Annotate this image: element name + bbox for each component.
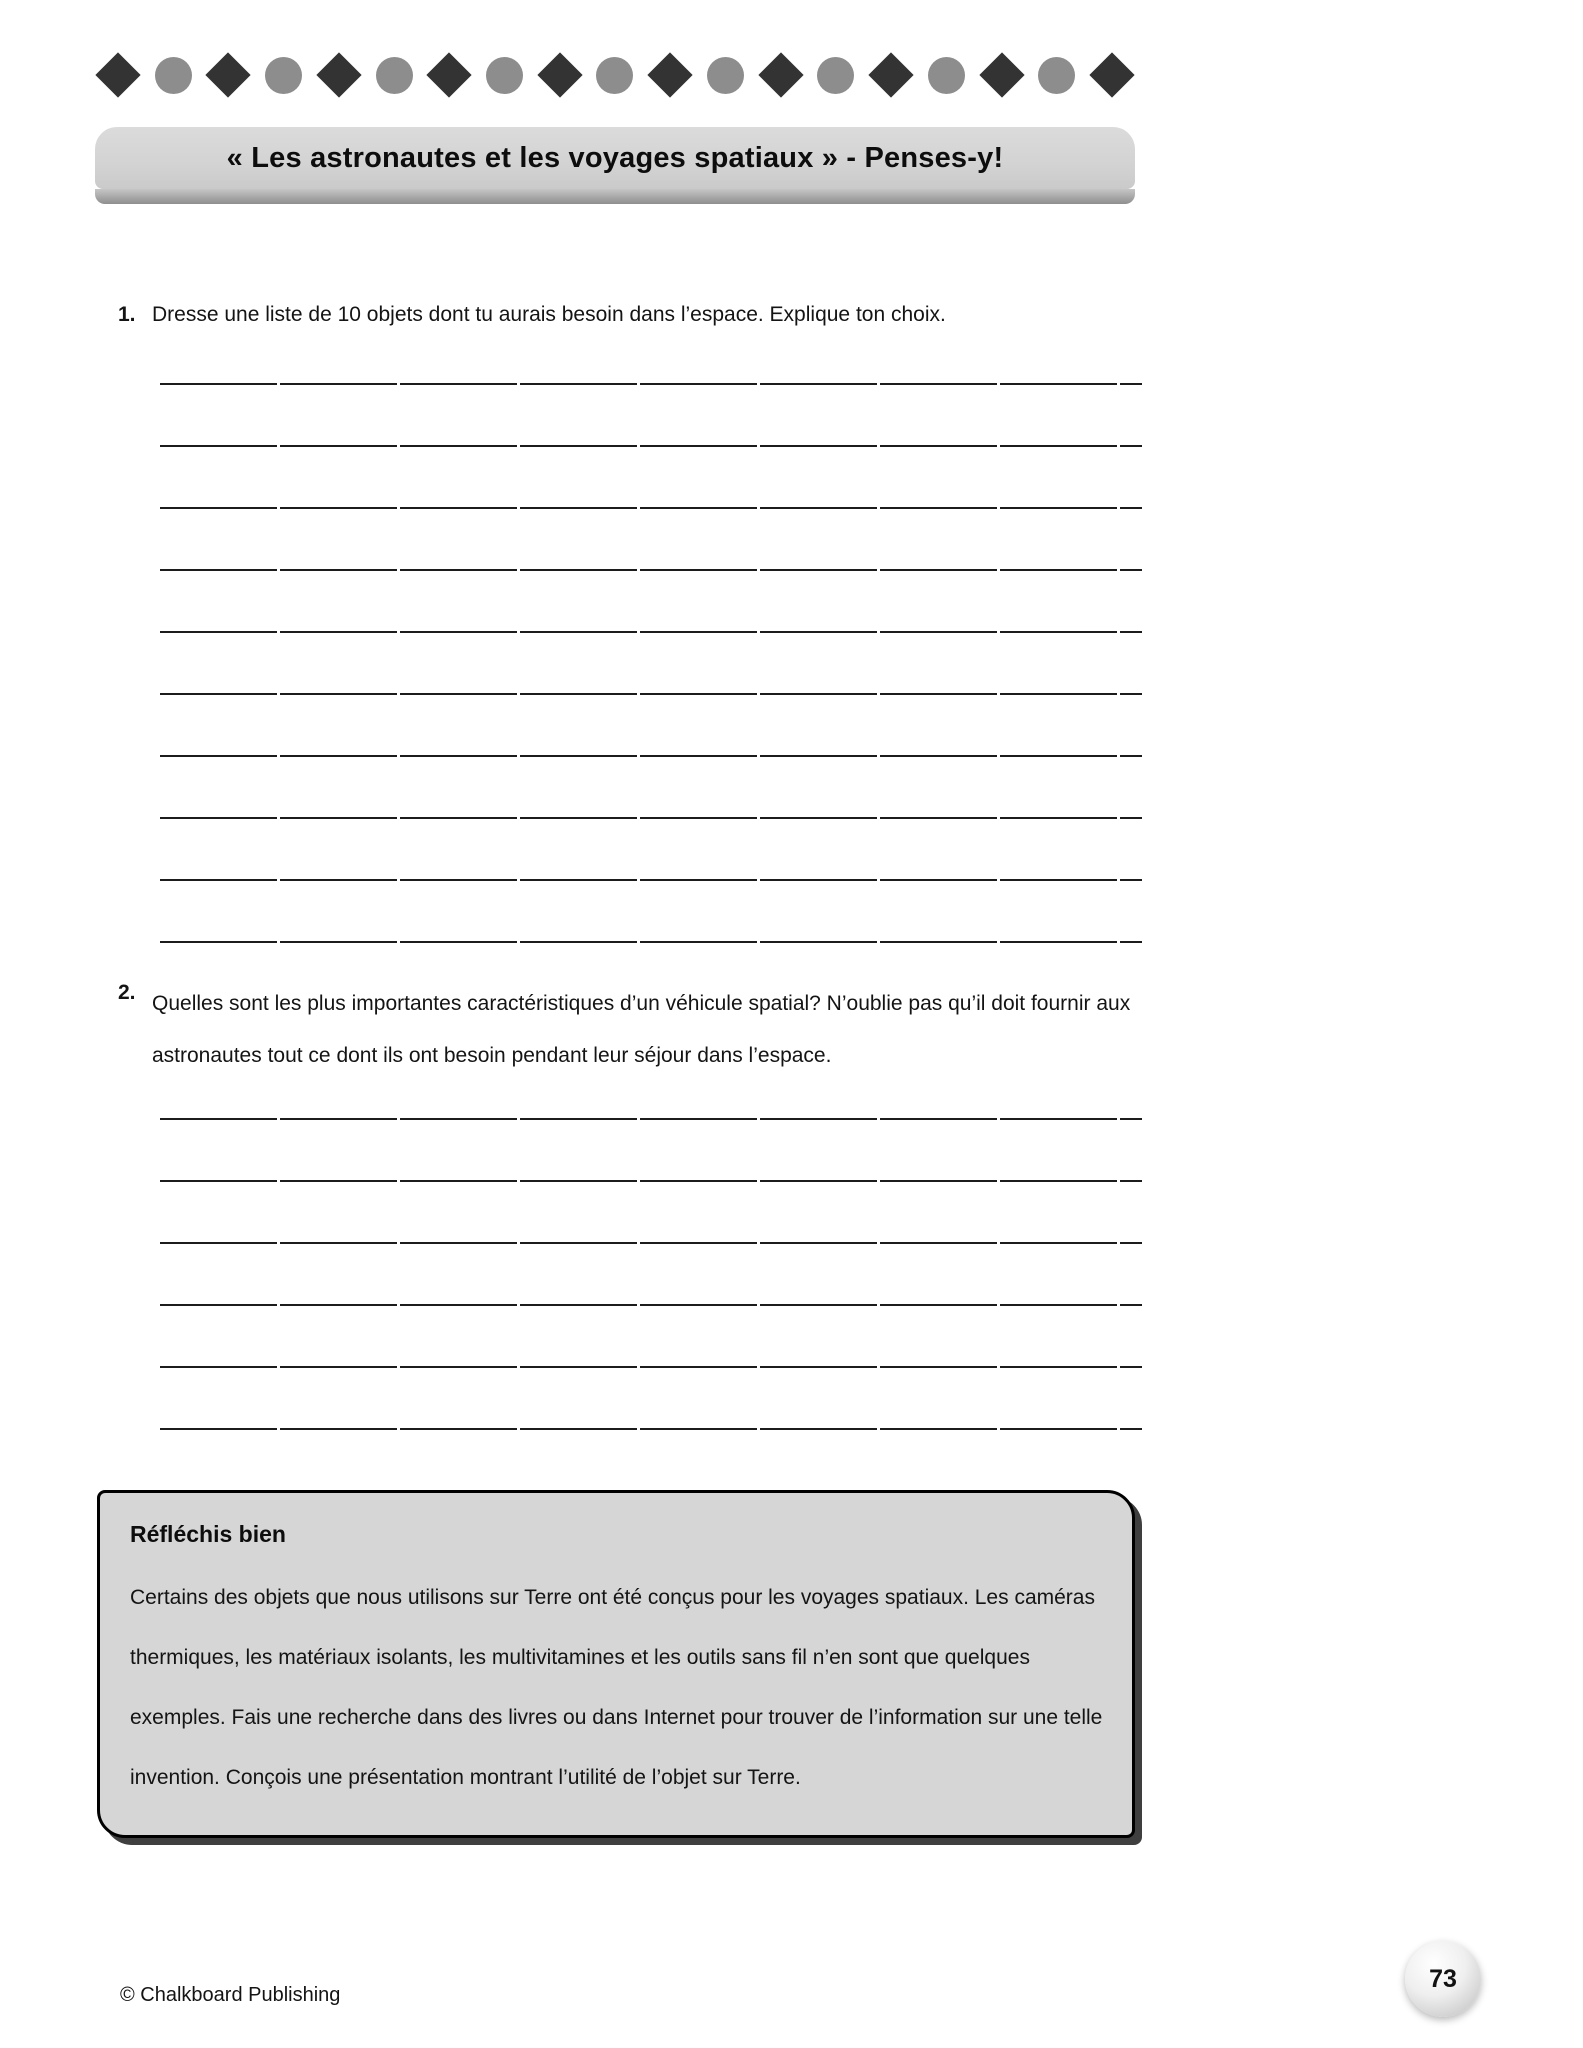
question-1 bbox=[118, 300, 1158, 330]
diamond-icon bbox=[537, 52, 583, 98]
circle-icon bbox=[928, 52, 965, 98]
diamond-icon bbox=[426, 52, 472, 98]
text-line: invention. Conçois une présentation montrant l’utilité de l’objet sur Terre. bbox=[130, 1766, 801, 1789]
text-line: Quelles sont les plus importantes caractéristiques d’un véhicule spatial? N’oublie pas qu’il doit fournir aux bbox=[152, 992, 1131, 1015]
page-number-badge bbox=[1405, 1941, 1481, 2017]
question-2 bbox=[118, 978, 1158, 1082]
diamond-icon bbox=[868, 52, 914, 98]
writing-line bbox=[160, 569, 1142, 571]
question-1-number: 1. bbox=[118, 303, 136, 326]
writing-line bbox=[160, 1242, 1142, 1244]
diamond-icon bbox=[95, 52, 141, 98]
writing-line bbox=[160, 693, 1142, 695]
circle-icon bbox=[707, 52, 744, 98]
writing-line bbox=[160, 1118, 1142, 1120]
writing-line bbox=[160, 1180, 1142, 1182]
text-line: exemples. Fais une recherche dans des livres ou dans Internet pour trouver de l’information sur une telle bbox=[130, 1706, 1103, 1729]
writing-line bbox=[160, 817, 1142, 819]
writing-line bbox=[160, 383, 1142, 385]
writing-line bbox=[160, 1304, 1142, 1306]
writing-line bbox=[160, 941, 1142, 943]
answer-lines-question-1 bbox=[160, 383, 1142, 943]
copyright-notice: © Chalkboard Publishing bbox=[120, 1984, 341, 2006]
text-line: thermiques, les matériaux isolants, les multivitamines et les outils sans fil n’en sont que quelques bbox=[130, 1646, 1030, 1669]
circle-icon bbox=[817, 52, 854, 98]
diamond-icon bbox=[979, 52, 1025, 98]
text-line: Certains des objets que nous utilisons sur Terre ont été conçus pour les voyages spatiaux. Les caméras bbox=[130, 1586, 1095, 1609]
question-2-text bbox=[152, 978, 1130, 1082]
circle-icon bbox=[376, 52, 413, 98]
writing-line bbox=[160, 445, 1142, 447]
decorative-border bbox=[95, 52, 1135, 98]
writing-line bbox=[160, 1428, 1142, 1430]
question-2-number: 2. bbox=[118, 981, 136, 1004]
writing-line bbox=[160, 507, 1142, 509]
circle-icon bbox=[596, 52, 633, 98]
diamond-icon bbox=[316, 52, 362, 98]
writing-line bbox=[160, 879, 1142, 881]
circle-icon bbox=[155, 52, 192, 98]
reflechis-bien-body bbox=[130, 1568, 1102, 1808]
page-number: 73 bbox=[1429, 1964, 1457, 1993]
diamond-icon bbox=[758, 52, 804, 98]
text-line: astronautes tout ce dont ils ont besoin pendant leur séjour dans l’espace. bbox=[152, 1044, 832, 1067]
question-1-text: Dresse une liste de 10 objets dont tu aurais besoin dans l’espace. Explique ton choix. bbox=[152, 303, 946, 326]
diamond-icon bbox=[205, 52, 251, 98]
diamond-icon bbox=[647, 52, 693, 98]
title-banner bbox=[95, 127, 1135, 189]
writing-line bbox=[160, 631, 1142, 633]
reflechis-bien-box bbox=[97, 1490, 1135, 1838]
page-title: « Les astronautes et les voyages spatiaux » - Penses-y! bbox=[226, 141, 1004, 174]
diamond-icon bbox=[1089, 52, 1135, 98]
circle-icon bbox=[1038, 52, 1075, 98]
writing-line bbox=[160, 1366, 1142, 1368]
circle-icon bbox=[486, 52, 523, 98]
answer-lines-question-2 bbox=[160, 1118, 1142, 1430]
reflechis-bien-heading: Réfléchis bien bbox=[130, 1521, 286, 1547]
writing-line bbox=[160, 755, 1142, 757]
circle-icon bbox=[265, 52, 302, 98]
